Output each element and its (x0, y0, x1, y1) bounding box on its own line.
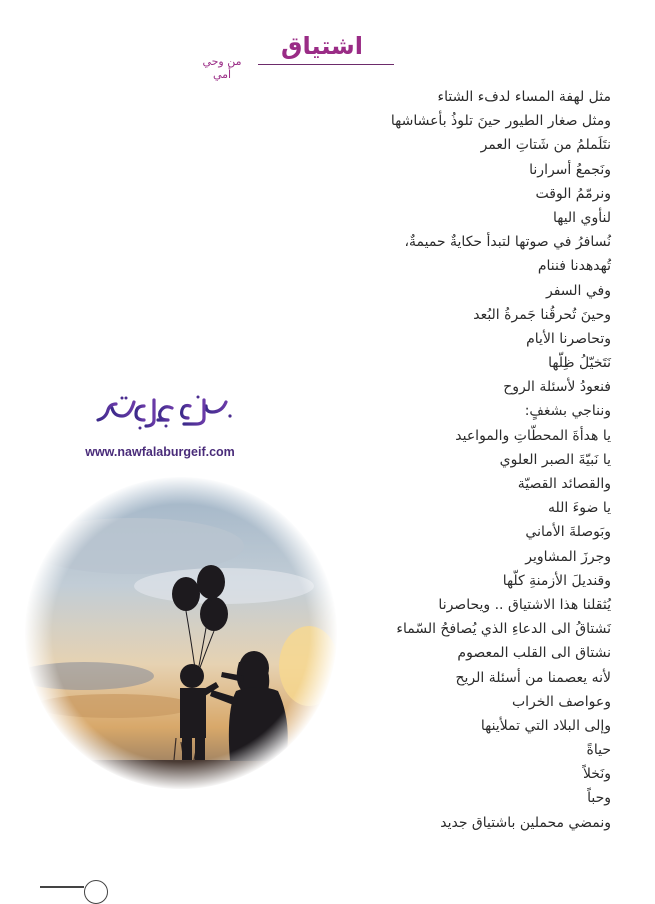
page-title: اشتياق (281, 32, 363, 60)
poem-line: ونَخلاً (582, 766, 611, 783)
poem-line: وإلى البلاد التي تملأينها (480, 717, 611, 734)
poem-line: وحباً (587, 790, 611, 807)
mother-child-photo (24, 476, 338, 790)
poem-line: وفي السفر (545, 282, 611, 299)
page-number-circle (84, 880, 108, 904)
poem-line: وجرزَ المشاوير (525, 548, 611, 565)
poem-line: يُثقلنا هذا الاشتياق .. ويحاصرنا (438, 596, 611, 613)
poem-line: وحينَ تُحرقُنا جَمرةُ البُعد (473, 306, 611, 323)
poem-line: نشتاق الى القلب المعصوم (457, 645, 611, 662)
poem-line: نتَلَملمُ من شَتاتِ العمر (480, 137, 611, 154)
poem-line: فنعودُ لأسئلة الروح (503, 379, 611, 396)
poem-line: وعواصف الخراب (511, 693, 611, 710)
poem-line: مثل لهفة المساء لدفء الشتاء (437, 89, 611, 105)
poem-line: وتحاصرنا الأيام (526, 330, 611, 347)
poem-line: يا هدأةَ المحطّاتِ والمواعيد (455, 427, 611, 444)
author-signature (94, 392, 234, 432)
poem-line: يا ضوءَ الله (547, 500, 611, 517)
poem-line: لأنه يعصمنا من أسئلة الريح (455, 669, 611, 686)
poem-line: حياةً (586, 742, 611, 759)
page-subtitle: من وحي أمي (202, 55, 242, 81)
poem-line: ونناجي بشغفٍ: (524, 403, 611, 420)
poem-line: ومثل صغار الطيور حينَ تلوذُ بأعشاشها (390, 113, 611, 130)
poem-line: ونرمّمُ الوقت (535, 185, 611, 202)
poem-body (311, 85, 611, 835)
title-underline (258, 64, 394, 65)
poem-line: ونَجمعُ أسرارنا (529, 161, 611, 178)
poem-line: وقنديلَ الأزمنةِ كلّها (502, 572, 611, 589)
poem-line: لنأوي اليها (552, 209, 611, 226)
author-website: www.nawfalaburgeif.com (85, 445, 235, 459)
poem-line: تُهدهدنا فننام (537, 258, 611, 275)
poem-line: يا نَبيّةَ الصبر العلوي (499, 451, 611, 468)
poem-line: ونمضي محملين باشتياق جديد (440, 814, 611, 831)
poem-line: نُسافرُ في صوتها لتبدأ حكايةٌ حميمةٌ، (404, 234, 611, 251)
poem-line: نَتَخيّلُ ظِلّها (548, 355, 611, 372)
poem-line: والقصائد القصيّة (517, 476, 611, 492)
poem-line: وبَوصلةَ الأماني (525, 524, 611, 541)
page-footer-rule (40, 886, 84, 888)
poem-line: نَشتاقُ الى الدعاءِ الذي يُصافحُ السّماء (396, 621, 611, 638)
